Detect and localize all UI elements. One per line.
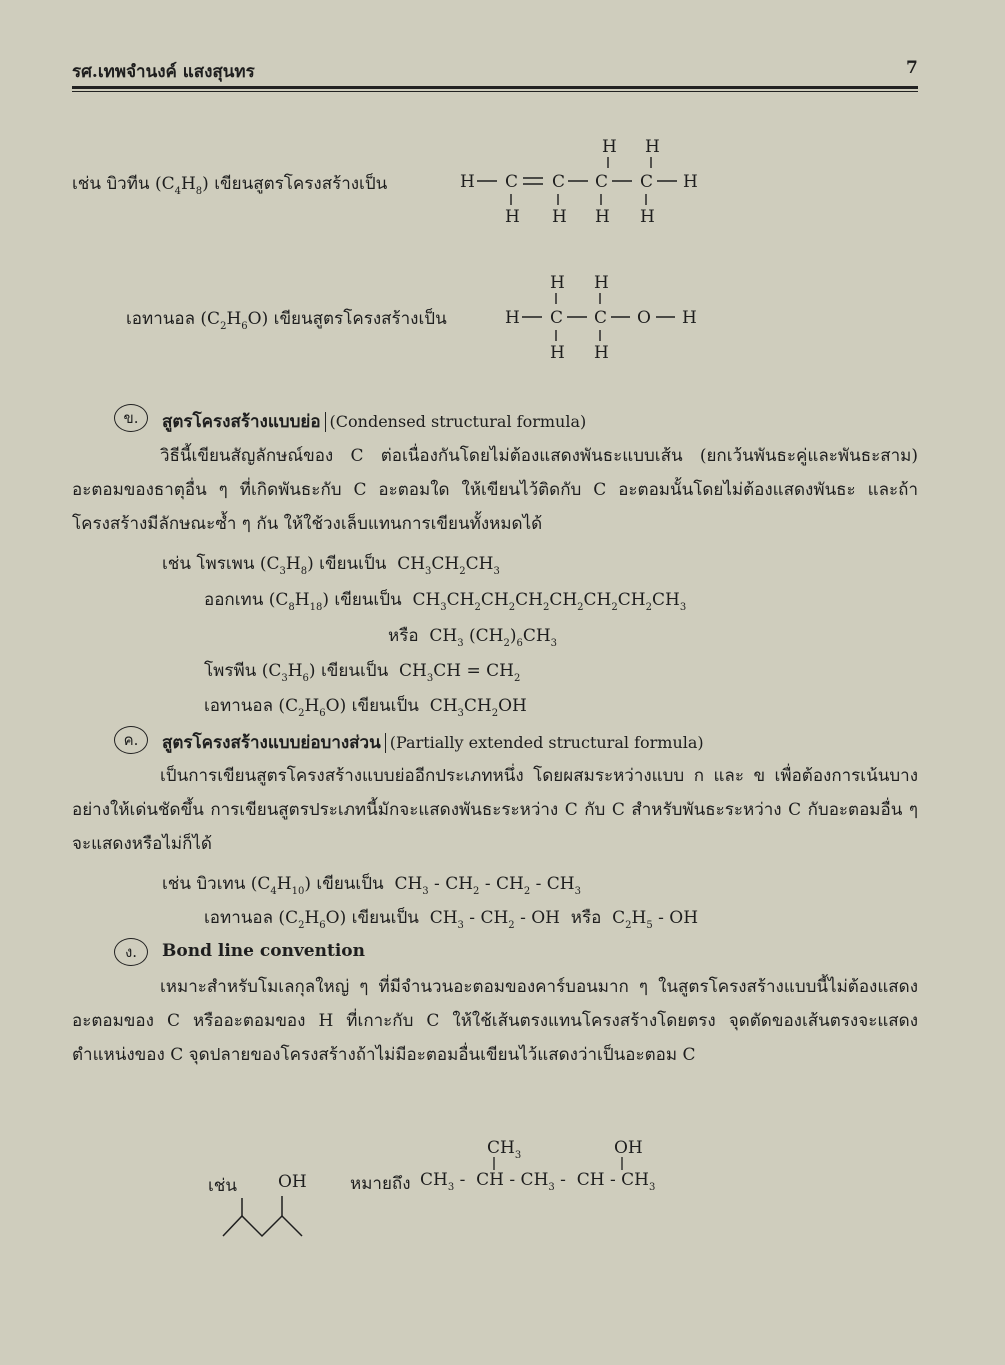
svg-text:H: H xyxy=(550,343,565,363)
header-title: รศ.เทพจำนงค์ แสงสุนทร xyxy=(72,62,255,82)
atom-h: H xyxy=(683,172,698,192)
atom-h: H xyxy=(602,137,617,157)
section-marker: ข. xyxy=(114,404,148,432)
expanded-formula: $CH_3$ - CH - $CH_3$ - CH - $CH_3$ xyxy=(420,1170,656,1193)
atom-c: C xyxy=(552,172,566,192)
section-heading: สูตรโครงสร้างแบบย่อบางส่วน (Partially extended structural formula) xyxy=(162,733,704,753)
ethanol-structure xyxy=(500,268,710,368)
section-paragraph: เป็นการเขียนสูตรโครงสร้างแบบย่ออีกประเภทหนึ่ง โดยผสมระหว่างแบบ ก และ ข เพื่อต้องการเน้นบางอย่างให้เด่นชัดขึ้น การเขียนสูตรประเภทนี้มักจะแสดงพันธะระหว่าง C กับ C สำหรับพันธะระหว่าง C กับอะตอมอื่น ๆ จะแสดงหรือไม่ก็ได้ xyxy=(72,766,918,854)
section-paragraph: วิธีนี้เขียนสัญลักษณ์ของ C ต่อเนื่องกันโดยไม่ต้องแสดงพันธะแบบเส้น (ยกเว้นพันธะคู่และพันธะสาม) อะตอมของธาตุอื่น ๆ ที่เกิดพันธะกับ C อะตอมใด ให้เขียนไว้ติดกับ C อะตอมนั้นโดยไม่ต้องแสดงพันธะ และถ้าโครงสร้างมีลักษณะซ้ำ ๆ กัน ให้ใช้วงเล็บแทนการเขียนทั้งหมดได้ xyxy=(72,446,918,534)
atom-h: H xyxy=(640,207,655,227)
atom-h: H xyxy=(460,172,475,192)
svg-text:H: H xyxy=(505,308,520,328)
example-propene: โพรพีน $(C_3H_6)$ เขียนเป็น $CH_3CH = CH_2$ xyxy=(204,661,521,684)
svg-text:H: H xyxy=(682,308,697,328)
atom-h: H xyxy=(645,137,660,157)
example-ethanol: เอทานอล $(C_2H_6O)$ เขียนเป็น $CH_3CH_2OH$ xyxy=(204,696,527,719)
atom-c: C xyxy=(595,172,609,192)
butene-line: เช่น บิวทีน $(C_4H_8)$ เขียนสูตรโครงสร้างเป็น xyxy=(72,174,388,197)
ethanol-line: เอทานอล $(C_2H_6O)$ เขียนสูตรโครงสร้างเป็น xyxy=(126,309,447,332)
svg-text:O: O xyxy=(637,308,651,328)
svg-text:C: C xyxy=(594,308,608,328)
atom-h: H xyxy=(505,207,520,227)
branch-bonds xyxy=(480,1155,640,1173)
example-octane-alt: หรือ $CH_3$ $(CH_2)_6CH_3$ xyxy=(388,626,558,649)
bond-line-structure xyxy=(218,1192,313,1242)
svg-text:H: H xyxy=(550,273,565,293)
butene-structure xyxy=(455,132,715,232)
section-paragraph: เหมาะสำหรับโมเลกุลใหญ่ ๆ ที่มีจำนวนอะตอมของคาร์บอนมาก ๆ ในสูตรโครงสร้างแบบนี้ไม่ต้องแสดงอะตอมของ C หรืออะตอมของ H ที่เกาะกับ C ให้ใช้เส้นตรงแทนโครงสร้างโดยตรง จุดตัดของเส้นตรงจะแสดงตำแหน่งของ C จุดปลายของโครงสร้างถ้าไม่มีอะตอมอื่นเขียนไว้แสดงว่าเป็นอะตอม C xyxy=(72,977,918,1065)
example-ethanol-partial: เอทานอล $(C_2H_6O)$ เขียนเป็น $CH_3 - CH_2$ - OH หรือ $C_2H_5$ - OH xyxy=(204,908,699,931)
example-octane: ออกเทน $(C_8H_{18})$ เขียนเป็น $CH_3CH_2CH_2CH_2CH_2CH_2CH_2CH_3$ xyxy=(204,590,687,613)
section-marker: ง. xyxy=(114,938,148,966)
example-label: เช่น xyxy=(208,1176,237,1196)
example-butane: เช่น บิวเทน $(C_4H_{10})$ เขียนเป็น $CH_3 - CH_2 - CH_2 - CH_3$ xyxy=(162,874,581,897)
section-heading: Bond line convention xyxy=(162,941,365,961)
svg-text:H: H xyxy=(594,343,609,363)
methyl-branch: $CH_3$ xyxy=(487,1138,522,1161)
section-heading: สูตรโครงสร้างแบบย่อ (Condensed structural formula) xyxy=(162,412,587,432)
svg-text:C: C xyxy=(550,308,564,328)
section-marker: ค. xyxy=(114,726,148,754)
oh-label: OH xyxy=(278,1172,307,1192)
atom-c: C xyxy=(640,172,654,192)
atom-h: H xyxy=(595,207,610,227)
header-rule-thin xyxy=(72,91,918,92)
header-rule xyxy=(72,86,918,89)
means-label: หมายถึง xyxy=(350,1174,411,1194)
hydroxyl-branch: OH xyxy=(614,1138,643,1158)
atom-h: H xyxy=(552,207,567,227)
atom-c: C xyxy=(505,172,519,192)
example-propane: เช่น โพรเพน $(C_3H_8)$ เขียนเป็น $CH_3CH_2CH_3$ xyxy=(162,554,500,577)
svg-text:H: H xyxy=(594,273,609,293)
page-number: 7 xyxy=(906,58,918,78)
